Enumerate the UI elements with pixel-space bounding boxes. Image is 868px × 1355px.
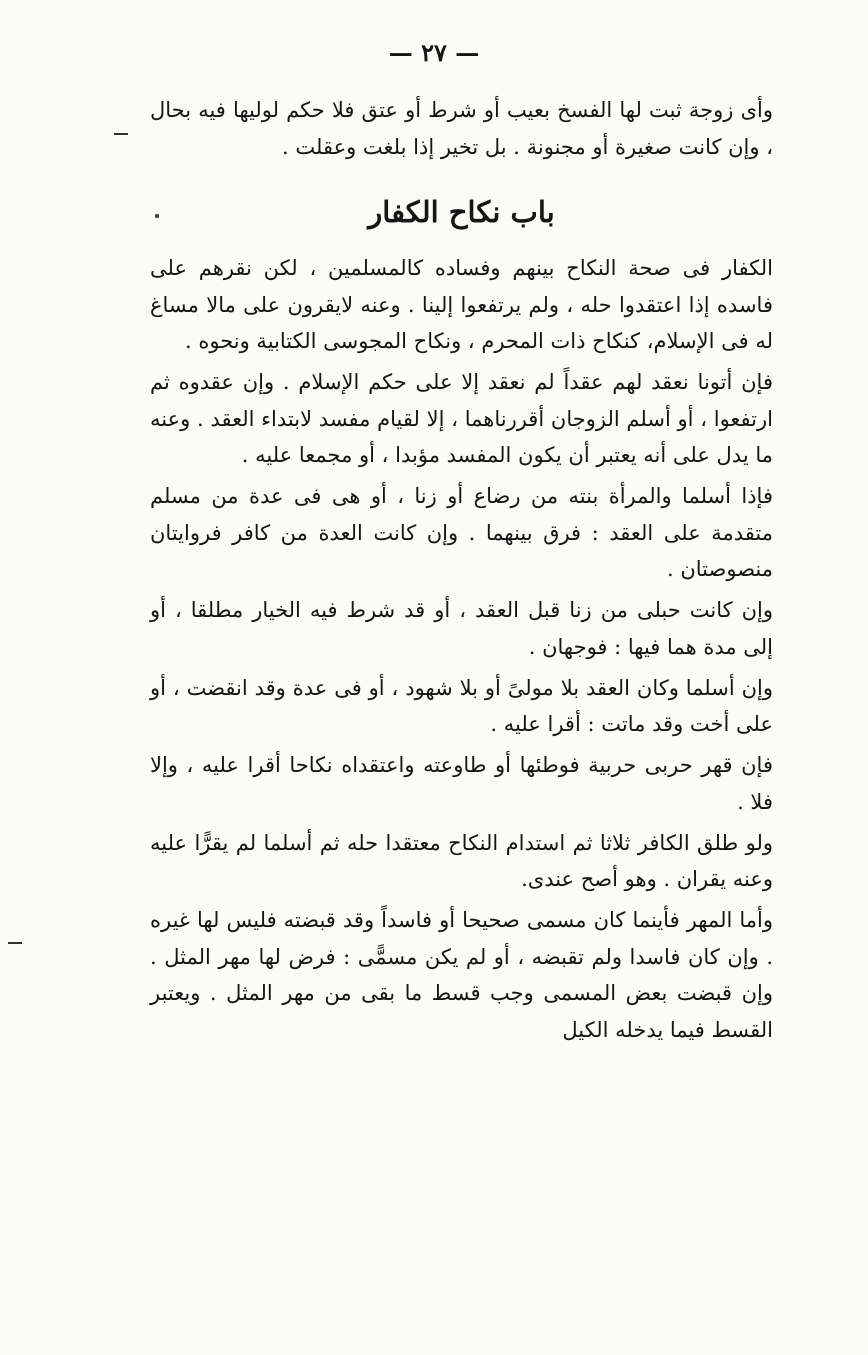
page-number: — ٢٧ — — [388, 38, 480, 67]
paragraph-2: فإن أتونا نعقد لهم عقداً لم نعقد إلا على حكم الإسلام . وإن عقدوه ثم ارتفعوا ، أو أسلم الزوجان أقررناهما ، إلا لقيام مفسد لابتداء العقد . وعنه ما يدل على أنه يعتبر أن يكون المفسد مؤبدا ، أو مجمعا عليه . — [150, 370, 773, 467]
paragraph-3: فإذا أسلما والمرأة بنته من رضاع أو زنا ، أو هى فى عدة من مسلم متقدمة على العقد : فرق بينهما . وإن كانت العدة من كافر فروايتان منصوصتان . — [150, 484, 773, 581]
paragraph-5: وإن أسلما وكان العقد بلا مولىً أو بلا شهود ، أو فى عدة وقد انقضت ، أو على أخت وقد ماتت : أقرا عليه . — [150, 675, 773, 736]
paragraph-6: فإن قهر حربى حربية فوطئها أو طاوعته واعتقداه نكاحا أقرا عليه ، وإلا فلا . — [150, 753, 773, 814]
scan-speck — [155, 214, 159, 218]
section-title: باب نكاح الكفار — [368, 195, 555, 229]
scan-speck — [8, 942, 22, 944]
paragraph-8: وأما المهر فأينما كان مسمى صحيحا أو فاسداً وقد قبضته فليس لها غيره . وإن كان فاسدا ولم تقبضه ، أو لم يكن مسمًّى : فرض لها مهر المثل . وإن قبضت بعض المسمى وجب قسط ما بقى من مهر المثل . ويعتبر القسط فيما يدخله الكيل — [150, 908, 773, 1042]
scan-speck — [114, 133, 128, 135]
paragraph-7: ولو طلق الكافر ثلاثا ثم استدام النكاح معتقدا حله ثم أسلما لم يقرًّا عليه وعنه يقران . وهو أصح عندى. — [150, 830, 773, 891]
page-body — [150, 92, 773, 1048]
intro-paragraph: وأى زوجة ثبت لها الفسخ بعيب أو شرط أو عتق فلا حكم لوليها فيه بحال ، وإن كانت صغيرة أو مجنونة . بل تخير إذا بلغت وعقلت . — [150, 98, 773, 159]
paragraph-1: الكفار فى صحة النكاح بينهم وفساده كالمسلمين ، لكن نقرهم على فاسده إذا اعتقدوا حله ، ولم يرتفعوا إلينا . وعنه لايقرون على مالا مساغ له فى الإسلام، كنكاح ذات المحرم ، ونكاح المجوسى الكتابية ونحوه . — [150, 256, 773, 353]
paragraph-4: وإن كانت حبلى من زنا قبل العقد ، أو قد شرط فيه الخيار مطلقا ، أو إلى مدة هما فيها : فوجهان . — [150, 598, 773, 659]
